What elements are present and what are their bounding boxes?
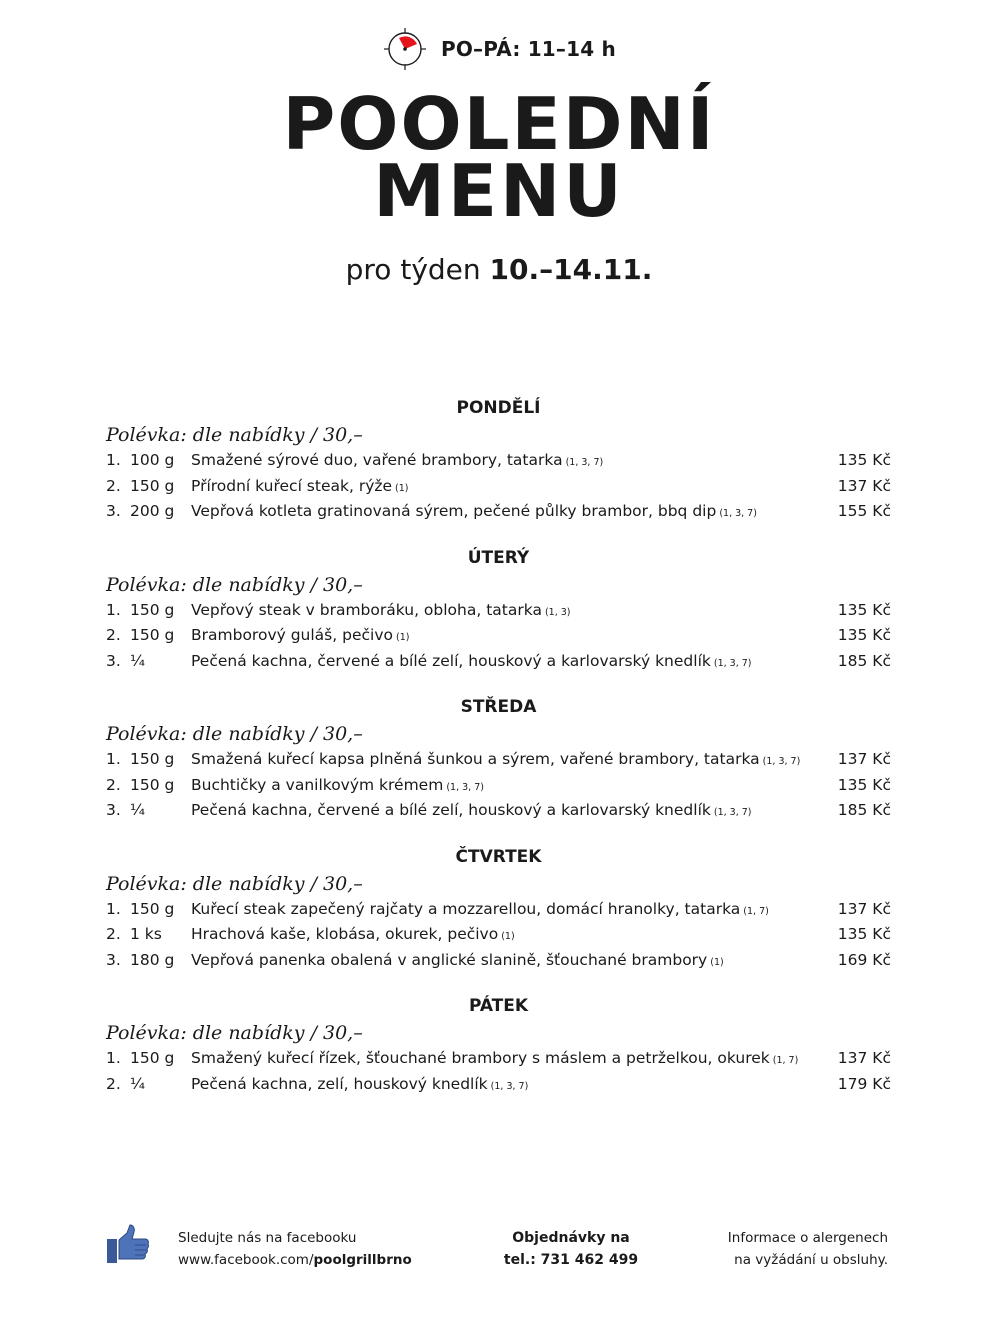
item-allergens: (1) (710, 956, 724, 968)
day-section (106, 396, 891, 525)
item-name-cell (191, 747, 811, 775)
day-section (106, 994, 891, 1097)
item-name: Přírodní kuřecí steak, rýže (191, 476, 393, 495)
item-price: 169 Kč (837, 950, 891, 969)
menu-item (106, 747, 891, 773)
item-price: 137 Kč (837, 899, 891, 918)
item-price: 185 Kč (837, 651, 891, 670)
item-number: 2. (106, 775, 121, 794)
day-title: ÚTERÝ (467, 547, 530, 568)
opening-hours: PO–PÁ: 11–14 h (441, 37, 616, 61)
facebook-link[interactable]: www.facebook.com/poolgrillbrno (178, 1252, 412, 1268)
menu-item (106, 948, 891, 974)
item-allergens: (1, 3) (544, 606, 571, 618)
item-name: Vepřová panenka obalená v anglické slanině, šťouchané brambory (191, 950, 708, 969)
item-allergens: (1, 3, 7) (490, 1080, 529, 1092)
menu-title-line1: POOLEDNÍ (282, 82, 716, 166)
item-name-cell (191, 1046, 811, 1074)
item-allergens: (1, 3, 7) (713, 657, 752, 669)
item-quantity: 150 g (130, 1049, 175, 1067)
day-title: STŘEDA (460, 697, 537, 717)
item-allergens: (1, 3, 7) (713, 807, 752, 818)
item-name: Buchtičky a vanilkovým krémem (191, 775, 444, 794)
item-name: Smažené sýrové duo, vařené brambory, tatarka (191, 451, 563, 469)
item-price: 135 Kč (837, 451, 891, 469)
footer (0, 1224, 998, 1284)
day-title: ČTVRTEK (455, 846, 542, 867)
soup-line: Polévka: dle nabídky / 30,– (106, 573, 363, 596)
menu-item (106, 798, 891, 824)
item-quantity: 150 g (130, 750, 175, 768)
day-title: PÁTEK (468, 996, 529, 1016)
item-name-cell (191, 499, 811, 527)
item-quantity: 150 g (130, 775, 175, 794)
item-number: 3. (106, 651, 121, 670)
item-quantity: 200 g (130, 502, 175, 520)
item-quantity: 150 g (130, 476, 175, 495)
item-number: 1. (106, 600, 121, 619)
allergen-line2: na vyžádání u obsluhy. (734, 1252, 888, 1268)
menu-item (106, 474, 891, 500)
item-allergens: (1, 7) (772, 1055, 799, 1066)
item-name-cell (191, 623, 811, 651)
item-price: 135 Kč (837, 626, 891, 644)
item-number: 2. (106, 925, 121, 943)
item-allergens: (1) (501, 931, 515, 942)
orders-phone[interactable]: tel.: 731 462 499 (503, 1252, 639, 1268)
item-price: 135 Kč (837, 600, 891, 619)
item-quantity: 150 g (130, 899, 175, 918)
menu-item (106, 1046, 891, 1072)
day-section (106, 845, 891, 974)
item-number: 3. (106, 950, 121, 969)
item-price: 137 Kč (837, 750, 891, 768)
item-number: 1. (106, 899, 121, 918)
item-quantity: ¼ (130, 801, 146, 819)
item-name-cell (191, 1072, 811, 1100)
item-name: Kuřecí steak zapečený rajčaty a mozzarellou, domácí hranolky, tatarka (191, 899, 741, 918)
menu-header (0, 0, 998, 300)
menu-item (106, 897, 891, 923)
menu-item (106, 1072, 891, 1098)
item-allergens: (1, 3, 7) (719, 508, 757, 519)
item-price: 185 Kč (837, 801, 891, 819)
weekly-menu (106, 396, 891, 1118)
item-number: 1. (106, 1049, 121, 1067)
item-quantity: 1 ks (130, 925, 162, 943)
item-name: Smažená kuřecí kapsa plněná šunkou a sýrem, vařené brambory, tatarka (191, 750, 760, 768)
item-quantity: 100 g (130, 451, 175, 469)
item-name: Bramborový guláš, pečivo (191, 626, 393, 644)
facebook-text: Sledujte nás na facebooku (178, 1230, 357, 1246)
soup-line: Polévka: dle nabídky / 30,– (106, 723, 363, 745)
day-section (106, 695, 891, 824)
item-quantity: ¼ (130, 1074, 146, 1093)
hours-row (383, 27, 616, 71)
item-allergens: (1, 7) (743, 905, 769, 917)
item-price: 135 Kč (837, 925, 891, 943)
item-number: 1. (106, 750, 121, 768)
item-name-cell (191, 948, 811, 976)
item-name: Vepřový steak v bramboráku, obloha, tatarka (191, 600, 542, 619)
menu-item (106, 448, 891, 474)
item-number: 1. (106, 451, 121, 469)
menu-item (106, 922, 891, 948)
menu-item (106, 623, 891, 649)
item-quantity: 180 g (130, 950, 175, 969)
orders-info (471, 1227, 671, 1271)
item-price: 137 Kč (837, 476, 891, 495)
facebook-info (178, 1227, 412, 1271)
menu-item (106, 773, 891, 799)
item-name-cell (191, 798, 811, 826)
day-title: PONDĚLÍ (456, 398, 541, 418)
menu-item (106, 598, 891, 624)
item-name-cell (191, 773, 811, 801)
soup-line: Polévka: dle nabídky / 30,– (106, 424, 363, 446)
item-name: Pečená kachna, červené a bílé zelí, houskový a karlovarský knedlík (191, 801, 711, 819)
item-allergens: (1, 3, 7) (565, 457, 604, 468)
item-price: 155 Kč (837, 502, 891, 520)
item-name-cell (191, 922, 811, 950)
item-number: 2. (106, 476, 121, 495)
item-name: Hrachová kaše, klobása, okurek, pečivo (191, 925, 499, 943)
item-name-cell (191, 448, 811, 476)
menu-item (106, 649, 891, 675)
item-name-cell (191, 649, 811, 677)
item-name: Vepřová kotleta gratinovaná sýrem, pečené půlky brambor, bbq dip (191, 502, 717, 520)
item-number: 2. (106, 1074, 121, 1093)
thumbs-up-icon (106, 1224, 150, 1264)
week-prefix: pro týden (345, 253, 481, 286)
item-quantity: 150 g (130, 626, 175, 644)
item-allergens: (1) (395, 632, 410, 643)
item-number: 2. (106, 626, 121, 644)
item-allergens: (1, 3, 7) (762, 756, 801, 767)
item-name-cell (191, 598, 811, 626)
item-allergens: (1) (395, 482, 409, 494)
menu-item (106, 499, 891, 525)
item-quantity: 150 g (130, 600, 175, 619)
soup-line: Polévka: dle nabídky / 30,– (106, 1022, 363, 1044)
week-dates: 10.–14.11. (489, 253, 653, 286)
menu-title-line2: MENU (373, 149, 625, 233)
item-quantity: ¼ (130, 651, 146, 670)
allergen-info (728, 1227, 888, 1271)
item-name-cell (191, 474, 811, 502)
item-number: 3. (106, 801, 121, 819)
item-price: 179 Kč (837, 1074, 891, 1093)
allergen-line1: Informace o alergenech (727, 1230, 888, 1246)
week-range (0, 253, 998, 286)
item-price: 137 Kč (837, 1049, 891, 1067)
item-number: 3. (106, 502, 121, 520)
item-name: Pečená kachna, zelí, houskový knedlík (191, 1074, 488, 1093)
orders-label: Objednávky na (512, 1230, 630, 1246)
item-allergens: (1, 3, 7) (446, 781, 484, 793)
item-name: Smažený kuřecí řízek, šťouchané brambory s máslem a petrželkou, okurek (191, 1049, 770, 1067)
item-name-cell (191, 897, 811, 925)
soup-line: Polévka: dle nabídky / 30,– (106, 872, 363, 895)
item-name: Pečená kachna, červené a bílé zelí, houskový a karlovarský knedlík (191, 651, 711, 670)
clock-icon (383, 27, 427, 71)
day-section (106, 546, 891, 675)
item-price: 135 Kč (837, 775, 891, 794)
